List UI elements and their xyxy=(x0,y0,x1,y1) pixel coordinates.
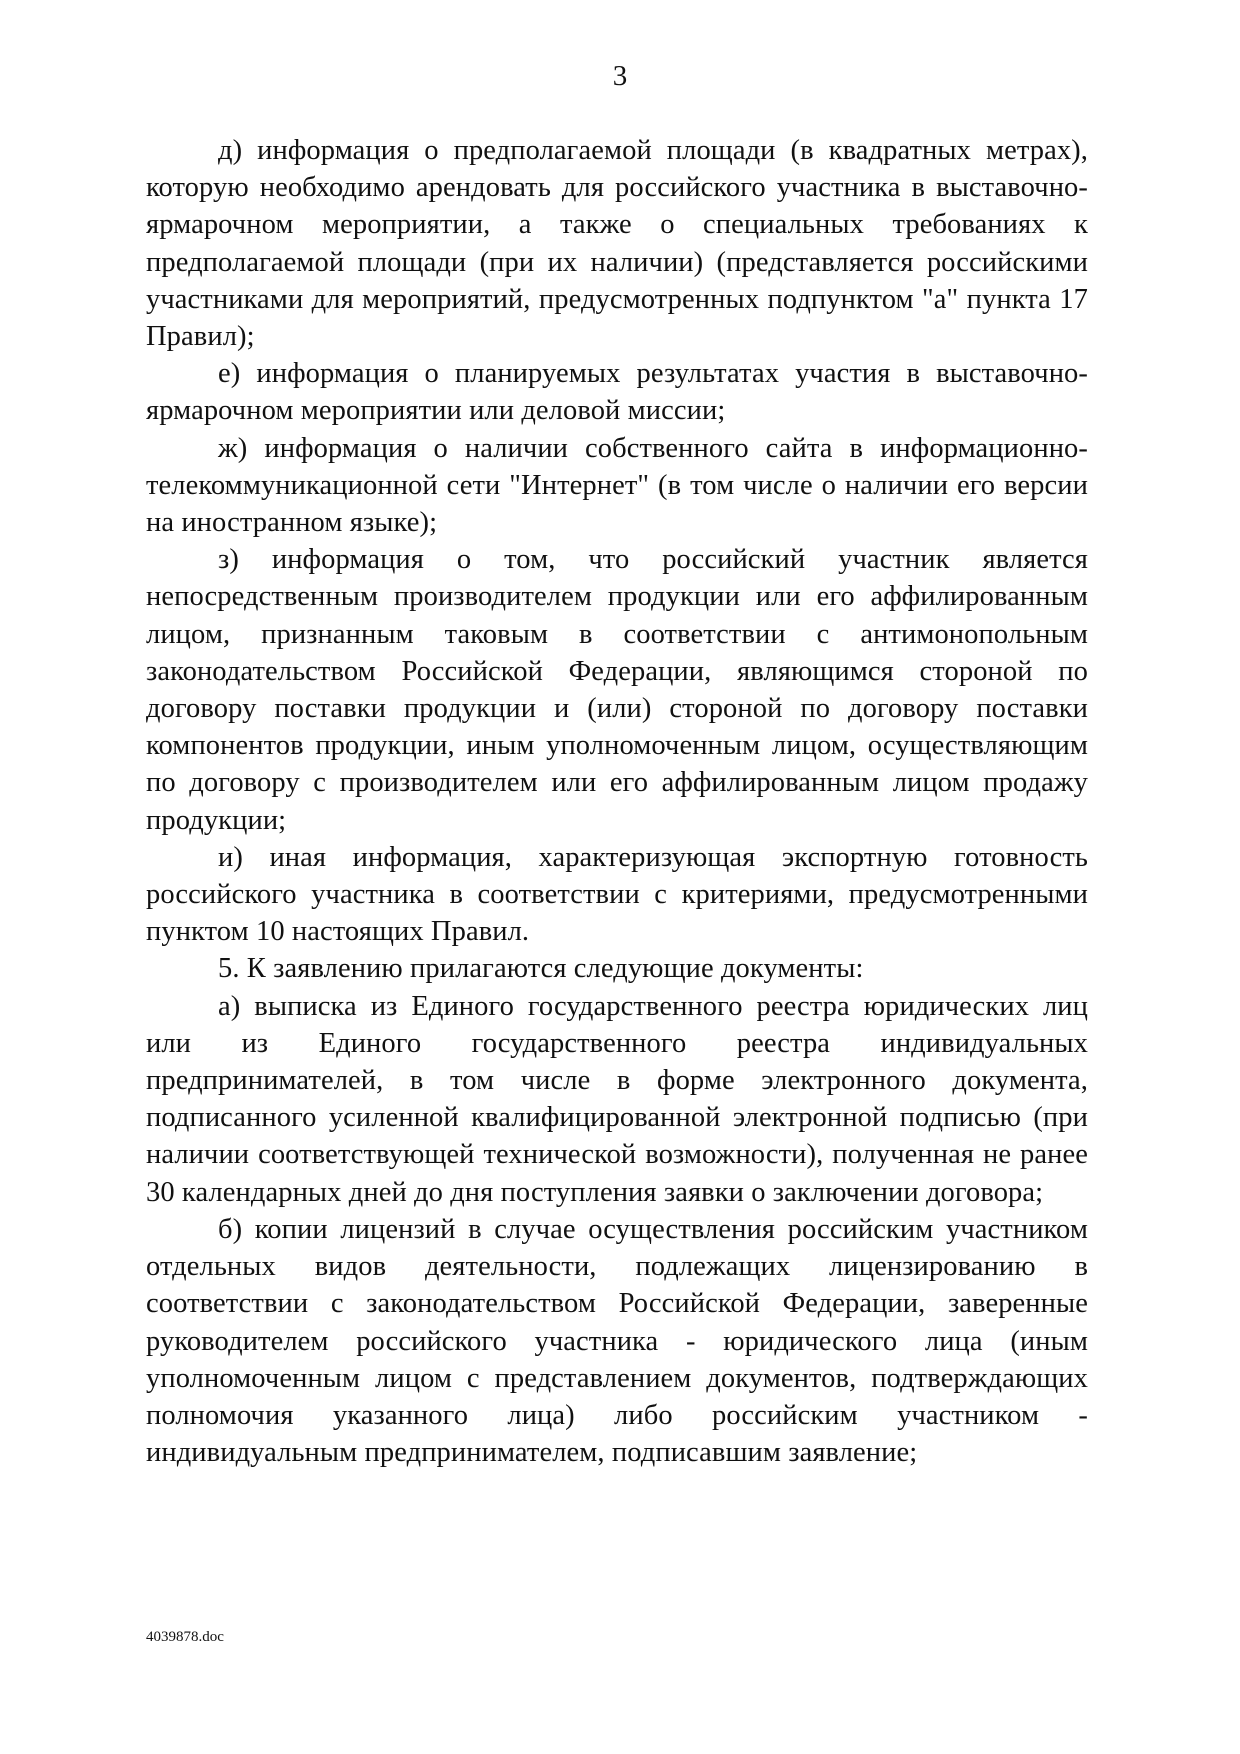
section-5-heading: 5. К заявлению прилагаются следующие документы: xyxy=(218,953,864,985)
paragraph-zh: ж) информация о наличии собственного сайта в информационно-телекоммуникационной сети "Интернет" (в том числе о наличии его версии на иностранном языке); xyxy=(146,432,1088,539)
paragraph-i: и) иная информация, характеризующая экспортную готовность российского участника в соответствии с критериями, предусмотренными пунктом 10 настоящих Правил. xyxy=(146,841,1088,948)
page-number: 3 xyxy=(612,60,628,92)
paragraph-b: б) копии лицензий в случае осуществления российским участником отдельных видов деятельности, подлежащих лицензированию в соответствии с законодательством Российской Федерации, заверенные руководителем российского участника - юридического лица (иным уполномоченным лицом с представлением документов, подтверждающих полномочия указанного лица) либо российским участником - индивидуальным предпринимателем, подписавшим заявление; xyxy=(146,1213,1088,1469)
paragraph-a: а) выписка из Единого государственного реестра юридических лиц или из Единого государственного реестра индивидуальных предпринимателей, в том числе в форме электронного документа, подписанного усиленной квалифицированной электронной подписью (при наличии соответствующей технической возможности), полученная не ранее 30 календарных дней до дня поступления заявки о заключении договора; xyxy=(146,990,1088,1208)
file-name-footer: 4039878.doc xyxy=(146,1629,224,1645)
paragraph-d: д) информация о предполагаемой площади (в квадратных метрах), которую необходимо арендовать для российского участника в выставочно-ярмарочном мероприятии, а также о специальных требованиях к предполагаемой площади (при их наличии) (представляется российскими участниками для мероприятий, предусмотренных подпунктом "а" пункта 17 Правил); xyxy=(146,135,1088,353)
paragraph-e: е) информация о планируемых результатах участия в выставочно-ярмарочном мероприятии или деловой миссии; xyxy=(146,358,1088,427)
paragraph-z: з) информация о том, что российский участник является непосредственным производителем продукции или его аффилированным лицом, признанным таковым в соответствии с антимонопольным законодательством Российской Федерации, являющимся стороной по договору поставки продукции и (или) стороной по договору поставки компонентов продукции, иным уполномоченным лицом, осуществляющим по договору с производителем или его аффилированным лицом продажу продукции; xyxy=(146,544,1088,836)
document-body xyxy=(146,132,1088,1471)
